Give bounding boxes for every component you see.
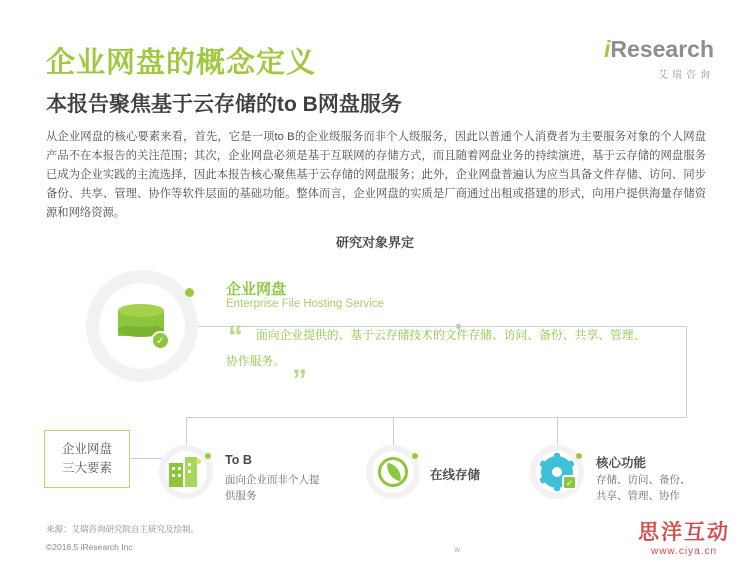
connector-line-branch-3 [557,417,558,445]
accent-dot-icon [205,453,211,459]
item-circle-inner-core-function [536,451,578,493]
quote-line-2: 协作服务。 [226,354,285,368]
section-label: 研究对象界定 [335,235,414,250]
item-circle-tob [159,445,213,499]
gear-check-icon [541,456,573,488]
main-concept-subtitle: Enterprise File Hosting Service [226,298,384,310]
gear-hole [552,467,562,477]
connector-line-elements-box [130,458,162,459]
check-badge-icon: ✓ [151,331,170,350]
watermark-url: www.ciya.cn [650,546,717,557]
item-circle-online-storage [366,445,420,499]
accent-dot-icon [576,453,582,459]
body-paragraph: 从企业网盘的核心要素来看，首先，它是一项to B的企业级服务而非个人级服务，因此以普通个人消费者为主要服务对象的个人网盘产品不在本报告的关注范围；其次，企业网盘必须是基于互联网的存储方式，而且随着网盘业务的持续演进，基于云存储的网盘服务已成为企业实践的主流选择，因此本报告核心聚焦基于云存储的网盘服务；此外，企业网盘普遍认为应当具备文件存储、访问、同步备份、共享、管理、协作等软件层面的基础功能。整体而言，企业网盘的实质是厂商通过出租或搭建的形式，向用户提供海量存储资源和网络资源。 [46,131,706,219]
item-desc-tob-line2: 供服务 [225,490,257,502]
logo-chinese-text: 艾瑞咨询 [658,70,714,81]
item-title-core-function: 核心功能 [596,456,647,470]
building-accent-dot [196,459,201,464]
building-icon [169,457,203,487]
item-desc-tob [225,472,335,504]
connector-line-horizontal-bottom [186,417,686,418]
item-title-tob: To B [225,453,252,467]
page-title: 企业网盘的概念定义 [46,47,317,79]
item-circle-inner-tob [165,451,207,493]
globe-leaf-shape [385,463,404,482]
watermark [638,516,730,557]
item-desc-core-line1: 存储、访问、备份、 [596,474,691,486]
building-left [169,463,183,487]
main-concept-title: 企业网盘 [226,281,287,298]
watermark-title: 思洋互动 [638,520,730,544]
database-layer-top [118,304,164,317]
three-elements-line-2: 三大要素 [61,461,112,475]
main-concept-circle [86,270,198,382]
item-circle-inner-online-storage [372,451,414,493]
page-number: w [454,545,460,554]
page-subtitle: 本报告聚焦基于云存储的to B网盘服务 [46,93,402,116]
logo-wordmark [604,36,714,63]
source-note: 来源：艾瑞咨询研究院自主研究及绘制。 [46,524,200,534]
main-concept-circle-inner [99,283,185,369]
globe-icon [378,457,408,487]
connector-line-branch-2 [393,417,394,445]
diagram-container [0,250,750,520]
item-title-online-storage: 在线存储 [430,468,481,482]
quote-open-icon: “ [228,320,243,353]
three-elements-box [44,430,130,488]
main-concept-quote [226,320,686,397]
iresearch-logo [604,36,714,81]
database-check-icon [114,302,170,350]
item-desc-core-function [596,472,706,504]
accent-dot-icon [185,288,194,297]
copyright-note: ©2018.5 iResearch Inc [46,542,133,552]
accent-dot-icon [412,453,418,459]
building-right [185,457,197,487]
logo-research-text: Research [610,36,714,62]
logo-i-letter: i [604,36,611,62]
connector-line-right-vertical [686,326,687,418]
connector-line-branch-1 [186,417,187,445]
check-badge-icon: ✓ [562,475,577,490]
quote-close-icon: ” [292,364,307,397]
item-desc-core-line2: 共享、管理、协作 [596,490,680,502]
item-desc-tob-line1: 面向企业而非个人提 [225,474,320,486]
three-elements-line-1: 企业网盘 [61,442,112,456]
quote-line-1: 面向企业提供的、基于云存储技术的文件存储、访问、备份、共享、管理、 [256,328,646,342]
item-circle-core-function [530,445,584,499]
